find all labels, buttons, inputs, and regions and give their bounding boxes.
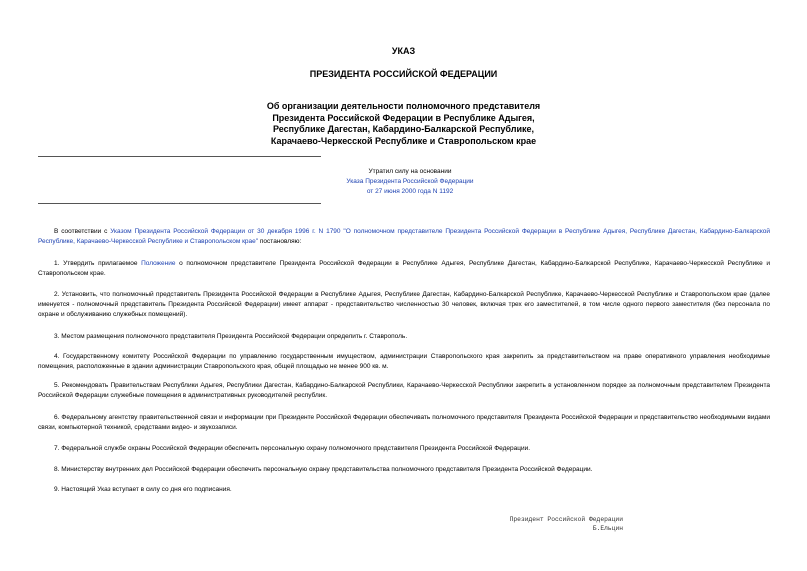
item-3 [38,332,770,342]
signature-block [510,516,623,533]
subject-line: Карачаево-Черкесской Республике и Ставропольском крае [270,135,537,146]
document-title: УКАЗ [391,46,416,56]
signature-name: Б.Ельцин [592,524,623,532]
subject-line: Республике Дагестан, Кабардино-Балкарской Республике, [272,124,535,134]
preamble-paragraph [38,227,770,247]
item-paragraph: 8. Министерству внутренних дел Российской Федерации обеспечить персональную охрану представительства полномочного представителя Президента Российской Федерации. [54,466,593,473]
signature-position: Президент Российской Федерации [509,516,623,523]
item-1 [38,259,770,279]
item-paragraph: 5. Рекомендовать Правительствам Республики Адыгея, Республики Дагестан, Кабардино-Балкарской Республики, Карачаево-Черкесской Республики закрепить в установленном порядке за полномочным представителем Президента Российской Федерации служебные помещения в административных руководителей республик. [38,382,770,399]
item-paragraph: 3. Местом размещения полномочного представителя Президента Российской Федерации определить г. Ставрополь. [54,333,408,340]
item-8 [38,465,770,475]
document-issuer: ПРЕЗИДЕНТА РОССИЙСКОЙ ФЕДЕРАЦИИ [309,69,498,79]
decree-link[interactable]: Указом Президента Российской Федерации от 30 декабря 1996 г. N 1790 "О полномочном представителе Президента Российской Федерации в Республике Адыгея, Республике Дагестан, Кабардино-Балкарской Республике, Карачаево-Черкесской Республике и Ставропольском крае" [38,228,770,245]
item-paragraph: 6. Федеральному агентству правительственной связи и информации при Президенте Российской Федерации обеспечивать полномочного представителя Президента Российской Федерации и представительство необходимыми видами связи, компьютерной техникой, средствами видео- и звукозаписи. [38,414,770,431]
item-6 [38,413,770,433]
preamble [38,227,770,247]
item-text-end: о полномочном представителе Президента Российской Федерации в Республике Адыгея, Республике Дагестан, Кабардино-Балкарской Республике, Карачаево-Черкесской Республике и Ставропольском крае. [38,260,770,277]
item-text: 1. Утвердить прилагаемое [54,260,142,267]
item-7 [38,444,770,454]
item-paragraph: 7. Федеральной службе охраны Российской Федерации обеспечить персональную охрану полномочного представителя Президента Российской Федерации. [54,445,531,452]
item-paragraph: 4. Государственному комитету Российской Федерации по управлению государственным имуществом, администрации Ставропольского края закрепить за представительством на праве оперативного управления необходимые помещения, расположенные в здании администрации Ставропольского края, общей площадью не менее 900 кв. м. [38,353,770,370]
item-paragraph: 2. Установить, что полномочный представитель Президента Российской Федерации в Республике Адыгея, Республике Дагестан, Кабардино-Балкарской Республике, Карачаево-Черкесской Республике и Ставропольском крае (далее именуется - полномочный представитель Президента Российской Федерации) имеет аппарат - представительство численностью 30 человек, включая трех его заместителей, в том числе одного первого заместителя (без персонала по охране и обслуживанию служебных помещений). [38,291,770,318]
item-4 [38,352,770,372]
divider-bottom [38,203,321,204]
divider-top [38,156,321,157]
status-line: Утратил силу на основании [368,168,452,175]
subject-line: Об организации деятельности полномочного представителя [266,101,541,111]
item-paragraph [38,259,770,279]
status-note [330,167,490,197]
preamble-text-end: постановляю: [258,238,302,245]
item-5 [38,381,770,401]
document-subject [0,101,807,147]
item-paragraph: 9. Настоящий Указ вступает в силу со дня его подписания. [54,486,232,493]
regulation-link[interactable]: Положение [141,260,176,267]
status-link[interactable]: Указа Президента Российской Федерации [346,178,474,185]
preamble-text: В соответствии с [54,228,111,235]
item-2 [38,290,770,320]
status-date-link[interactable]: от 27 июня 2000 года N 1192 [366,188,454,195]
subject-line: Президента Российской Федерации в Республике Адыгея, [272,112,535,123]
item-9 [38,485,770,495]
